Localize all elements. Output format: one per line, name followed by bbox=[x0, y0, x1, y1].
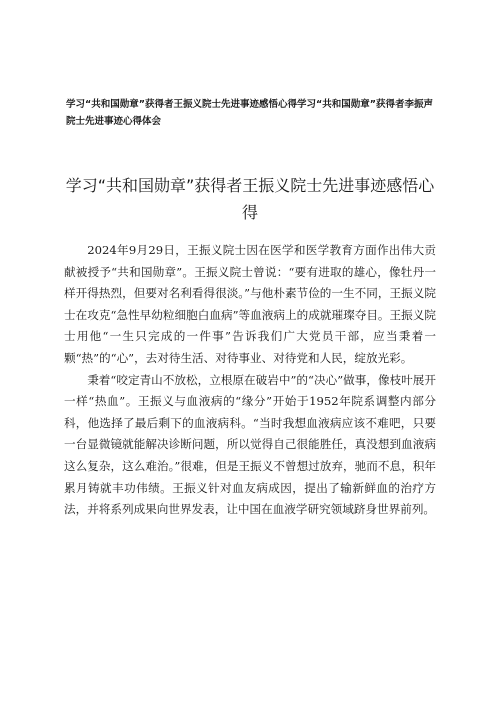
body-paragraph: 秉着“咬定青山不放松，立根原在破岩中”的“决心”做事，像枝叶展开一样“热血”。王振义与血液病的“缘分”开始于1952年院系调整内部分科，他选择了最后剩下的血液病科。“当时我想血液病应该不难吧，只要一台显微镜就能解决诊断问题，所以觉得自己很能胜任，真没想到血液病这么复杂，这么难治。”很难，但是王振义不曾想过放弃，驰而不息，积年累月铸就丰功伟绩。王振义针对血友病成因，提出了输新鲜血的治疗方法，并将系列成果向世界发表，让中国在血液学研究领域跻身世界前列。 bbox=[64, 372, 436, 517]
document-title: 学习“共和国勋章”获得者王振义院士先进事迹感悟心得 bbox=[65, 176, 435, 222]
document-body bbox=[64, 240, 436, 521]
body-paragraph: 2024年9月29日，王振义院士因在医学和医学教育方面作出伟大贡献被授予“共和国勋章”。王振义院士曾说：“要有进取的雄心，像牡丹一样开得热烈，但要对名利看得很淡。”与他朴素节俭的一生不同，王振义院士在攻克“急性早幼粒细胞白血病”等血液病上的成就璀璨夺目。王振义院士用他“一生只完成的一件事”告诉我们广大党员干部，应当秉着一颗“热”的“心”，去对待生活、对待事业、对待党和人民，绽放光彩。 bbox=[64, 243, 436, 365]
document-header-note: 学习“共和国勋章”获得者王振义院士先进事迹感悟心得学习“共和国勋章”获得者李振声院士先进事迹心得体会 bbox=[66, 99, 433, 127]
